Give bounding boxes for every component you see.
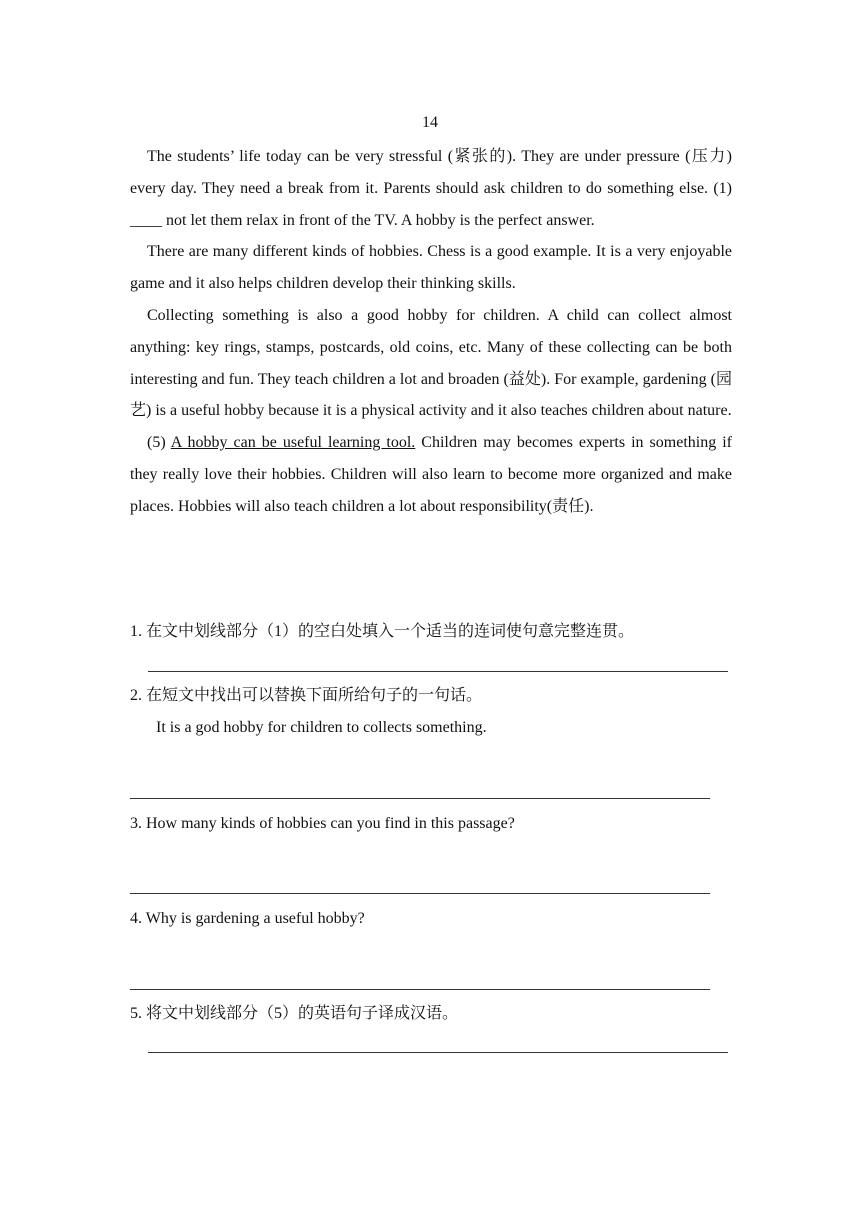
reading-passage bbox=[130, 141, 732, 523]
question-3: 3. How many kinds of hobbies can you find in this passage? bbox=[130, 815, 515, 832]
answer-line-1[interactable] bbox=[148, 671, 728, 672]
answer-line-3[interactable] bbox=[130, 893, 710, 894]
paragraph-4-lead: (5) bbox=[147, 434, 171, 452]
answer-line-4[interactable] bbox=[130, 989, 710, 990]
passage-paragraph-1: The students’ life today can be very stressful (紧张的). They are under pressure (压力) every day. They need a break from it. Parents should ask children to do something else. (1) ____ not let them relax in front of the TV. A hobby is the perfect answer. bbox=[130, 148, 732, 229]
answer-line-5[interactable] bbox=[148, 1052, 728, 1053]
passage-paragraph-4 bbox=[130, 427, 732, 522]
passage-paragraph-2: There are many different kinds of hobbies. Chess is a good example. It is a very enjoyable game and it also helps children develop their thinking skills. bbox=[130, 243, 732, 293]
question-5: 5. 将文中划线部分（5）的英语句子译成汉语。 bbox=[130, 1005, 459, 1022]
paragraph-4-rest: Children may becomes experts in something if they really love their hobbies. Children will also learn to become more organized and make places. Hobbies will also teach children a lot about responsibility(责任). bbox=[130, 434, 732, 515]
page-number: 14 bbox=[422, 114, 438, 131]
question-2-sentence: It is a god hobby for children to collects something. bbox=[156, 719, 487, 736]
question-2: 2. 在短文中找出可以替换下面所给句子的一句话。 bbox=[130, 687, 483, 704]
answer-line-2[interactable] bbox=[130, 798, 710, 799]
question-1: 1. 在文中划线部分（1）的空白处填入一个适当的连词使句意完整连贯。 bbox=[130, 623, 635, 640]
underlined-sentence-5: A hobby can be useful learning tool. bbox=[170, 434, 416, 452]
question-4: 4. Why is gardening a useful hobby? bbox=[130, 910, 365, 927]
passage-paragraph-3: Collecting something is also a good hobby for children. A child can collect almost anything: key rings, stamps, postcards, old coins, etc. Many of these collecting can be both interesting and fun. They teach children a lot and broaden (益处). For example, gardening (园艺) is a useful hobby because it is a physical activity and it also teaches children about nature. bbox=[130, 306, 732, 420]
